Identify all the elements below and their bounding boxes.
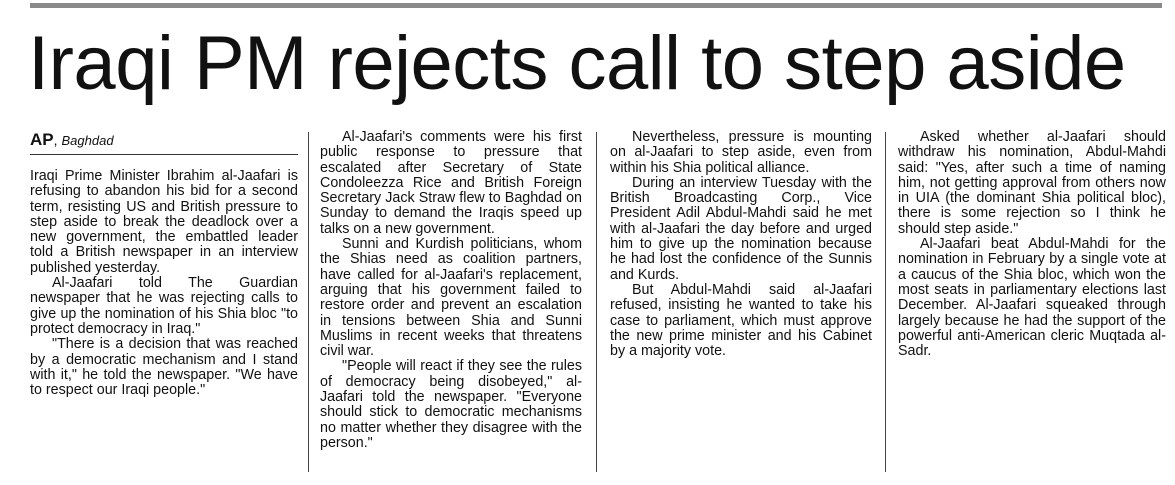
paragraph-7: Nevertheless, pressure is mounting on al-Jaafari to step aside, even from within his Shia political alliance. — [610, 130, 872, 176]
paragraph-5: Sunni and Kurdish politicians, whom the Shias need as coalition partners, have called for al-Jaafari's replacement, arguing that his government failed to restore order and prevent an escalation in tensions between Shia and Sunni Muslims in recent weeks that threatens civil war. — [320, 236, 582, 360]
paragraph-3: "There is a decision that was reached by a democratic mechanism and I stand with it," he told the newspaper. "We have to respect our Iraqi people." — [30, 336, 298, 399]
paragraph-4: Al-Jaafari's comments were his first public response to pressure that escalated after Secretary of State Condoleezza Rice and British Foreign Secretary Jack Straw flew to Baghdad on Sunday to demand the Iraqis speed up talks on a new government. — [320, 130, 582, 237]
paragraph-10: Asked whether al-Jaafari should withdraw his nomination, Abdul-Mahdi said: "Yes, after such a time of naming him, not getting approval from others now in UIA (the dominant Shia political bloc), there is some rejection so I think he should step aside." — [898, 130, 1166, 237]
column-divider — [885, 132, 886, 472]
article-body — [30, 130, 1170, 480]
byline-separator: , — [53, 132, 58, 148]
paragraph-1: Iraqi Prime Minister Ibrahim al-Jaafari is refusing to abandon his bid for a second term, resisting US and British pressure to step aside to break the deadlock over a new government, the embattled leader told a British newspaper in an interview published yesterday. — [30, 168, 298, 276]
column-3 — [610, 130, 872, 480]
column-divider — [596, 132, 597, 472]
top-rule — [30, 3, 1162, 8]
column-divider — [308, 132, 309, 472]
paragraph-6: "People will react if they see the rules of democracy being disobeyed," al-Jaafari told the newspaper. "Everyone should stick to democratic mechanisms no matter whether they disagree with the person." — [320, 358, 582, 451]
byline — [30, 130, 298, 155]
byline-place: Baghdad — [61, 133, 114, 148]
column-2 — [320, 130, 582, 480]
paragraph-8: During an interview Tuesday with the British Broadcasting Corp., Vice President Adil Abdul-Mahdi said he met with al-Jaafari the day before and urged him to give up the nomination because he had lost the confidence of the Sunnis and Kurds. — [610, 174, 872, 283]
byline-agency: AP — [30, 130, 54, 149]
headline: Iraqi PM rejects call to step aside — [28, 21, 1126, 106]
column-4 — [898, 130, 1166, 480]
paragraph-2: Al-Jaafari told The Guardian newspaper that he was rejecting calls to give up the nomination of his Shia bloc "to protect democracy in Iraq." — [30, 275, 298, 337]
paragraph-11: Al-Jaafari beat Abdul-Mahdi for the nomination in February by a single vote at a caucus of the Shia bloc, which won the most seats in parliamentary elections last December. Al-Jaafari squeaked through largely because he had the support of the powerful anti-American cleric Muqtada al-Sadr. — [898, 236, 1166, 360]
paragraph-9: But Abdul-Mahdi said al-Jaafari refused, insisting he wanted to take his case to parliament, which must approve the new prime minister and his Cabinet by a majority vote. — [610, 281, 872, 360]
column-1 — [30, 130, 298, 480]
